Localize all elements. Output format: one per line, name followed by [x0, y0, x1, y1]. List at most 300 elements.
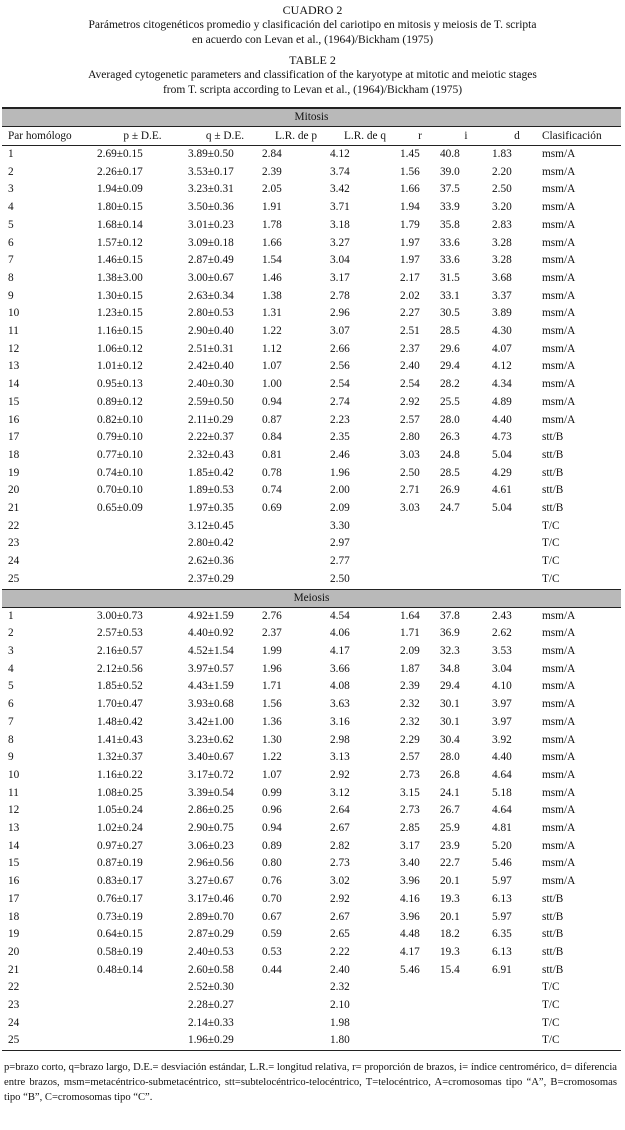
table-row — [2, 607, 621, 625]
table-cell: 2.09 — [400, 644, 420, 657]
table-cell: 2.50 — [330, 572, 350, 585]
table-cell: stt/B — [542, 892, 564, 905]
table-cell: 3.04 — [330, 254, 350, 267]
table-cell: 30.1 — [440, 715, 460, 728]
table-cell: 2.22±0.37 — [188, 431, 234, 444]
table-cell: 19 — [8, 928, 20, 941]
header-row — [2, 127, 621, 146]
table-cell: 1.45 — [400, 148, 420, 160]
table-cell: 2.77 — [330, 555, 350, 568]
table-cell: 1.36 — [262, 715, 282, 728]
table-cell: 3.96 — [400, 910, 420, 923]
table-cell: stt/B — [542, 963, 564, 976]
table-cell: msm/A — [542, 662, 576, 675]
table-cell: 1.31 — [262, 307, 282, 320]
table-cell: 36.9 — [440, 627, 460, 640]
table-cell: 4.08 — [330, 680, 350, 693]
table-row — [2, 181, 621, 199]
table-cell: 3.53 — [492, 644, 512, 657]
table-cell — [400, 535, 440, 553]
table-cell: 2.82 — [330, 839, 350, 852]
table-cell: 1.97±0.35 — [188, 502, 234, 515]
table-cell: 1.07 — [262, 360, 282, 373]
table-cell: 2.80 — [400, 431, 420, 444]
table-cell: 3.17±0.72 — [188, 768, 234, 781]
table-cell — [440, 535, 492, 553]
table-cell: 19.3 — [440, 945, 460, 958]
table-cell: 4.07 — [492, 342, 512, 355]
table-cell: 2.87±0.49 — [188, 254, 234, 267]
table-cell: 2.40 — [400, 360, 420, 373]
table-cell: 26.7 — [440, 804, 460, 817]
table-cell — [492, 997, 542, 1015]
table-cell: 7 — [8, 254, 14, 267]
table-row — [2, 270, 621, 288]
table-cell: 29.4 — [440, 360, 460, 373]
table-cell: 3.96 — [400, 875, 420, 888]
table-cell — [97, 553, 188, 571]
table-cell: 29.6 — [440, 342, 460, 355]
table-cell: 12 — [8, 342, 20, 355]
table-cell: 2.90±0.40 — [188, 325, 234, 338]
table-cell: 1.71 — [262, 680, 282, 693]
table-cell: 1.91 — [262, 201, 282, 214]
table-row — [2, 199, 621, 217]
table-row — [2, 235, 621, 253]
table-cell: 1.89±0.53 — [188, 484, 234, 497]
caption-es-label: CUADRO 2 — [282, 3, 343, 17]
table-cell: 3.07 — [330, 325, 350, 338]
table-cell: 2.43 — [492, 609, 512, 622]
table-cell: 4 — [8, 201, 14, 214]
table-row — [2, 891, 621, 909]
table-cell: 24 — [8, 555, 20, 568]
table-cell: 2.86±0.25 — [188, 804, 234, 817]
table-cell — [492, 979, 542, 997]
table-cell: stt/B — [542, 945, 564, 958]
table-cell: 2.17 — [400, 271, 420, 284]
table-cell: 2.59±0.50 — [188, 395, 234, 408]
column-header: d — [492, 127, 542, 146]
table-cell: 4.64 — [492, 804, 512, 817]
table-cell: 0.87 — [262, 413, 282, 426]
table-cell: 4.89 — [492, 395, 512, 408]
table-cell: 3.18 — [330, 218, 350, 231]
table-row — [2, 909, 621, 927]
table-cell: 15.4 — [440, 963, 460, 976]
table-cell: 2.26±0.17 — [97, 165, 143, 178]
caption-es-line2: en acuerdo con Levan et al., (1964)/Bickham (1975) — [191, 34, 434, 46]
table-cell — [400, 553, 440, 571]
table-cell: 3.17 — [330, 271, 350, 284]
table-cell: 37.8 — [440, 609, 460, 622]
table-cell: 8 — [8, 271, 14, 284]
table-cell: 11 — [8, 325, 19, 338]
table-cell: 1.80±0.15 — [97, 201, 143, 214]
table-cell: 6 — [8, 236, 14, 249]
table-cell: msm/A — [542, 768, 576, 781]
table-cell: msm/A — [542, 609, 576, 622]
table-cell: 2.32 — [330, 981, 350, 994]
table-cell: 5.18 — [492, 786, 512, 799]
table-cell: 1.56 — [400, 165, 420, 178]
table-row — [2, 979, 621, 997]
table-cell: 3.00±0.67 — [188, 271, 234, 284]
table-cell — [262, 571, 330, 589]
table-cell: 24.8 — [440, 448, 460, 461]
table-cell: 0.83±0.17 — [97, 875, 143, 888]
table-cell: 1.41±0.43 — [97, 733, 143, 746]
table-row — [2, 873, 621, 891]
table-cell: 2.57 — [400, 751, 420, 764]
table-cell: 1.56 — [262, 698, 282, 711]
table-cell: 16 — [8, 875, 20, 888]
table-cell: 23 — [8, 537, 20, 550]
table-cell: msm/A — [542, 271, 576, 284]
table-cell: 5.97 — [492, 875, 512, 888]
table-cell: 4.06 — [330, 627, 350, 640]
table-cell: 0.89 — [262, 839, 282, 852]
table-cell: 30.4 — [440, 733, 460, 746]
table-cell: T/C — [542, 999, 560, 1012]
table-cell: 3 — [8, 183, 14, 196]
table-cell: 2.65 — [330, 928, 350, 941]
table-row — [2, 732, 621, 750]
table-cell: 31.5 — [440, 271, 460, 284]
table-cell: 3.03 — [400, 448, 420, 461]
table-cell: 5.20 — [492, 839, 512, 852]
table-cell: 4.40 — [492, 751, 512, 764]
table-cell: 2.60±0.58 — [188, 963, 234, 976]
table-cell: 0.73±0.19 — [97, 910, 143, 923]
table-cell: 3.02 — [330, 875, 350, 888]
caption-en-line1: Averaged cytogenetic parameters and classification of the karyotype at mitotic and meiotic stages — [88, 69, 537, 81]
table-cell: 0.76 — [262, 875, 282, 888]
table-cell: 2.73 — [400, 804, 420, 817]
table-cell: msm/A — [542, 360, 576, 373]
table-cell: 2.63±0.34 — [188, 289, 234, 302]
table-cell: 1.78 — [262, 218, 282, 231]
table-cell: msm/A — [542, 165, 576, 178]
table-cell: 4.12 — [330, 148, 350, 160]
table-cell: 18 — [8, 448, 20, 461]
table-cell: 1.94±0.09 — [97, 183, 143, 196]
table-cell — [400, 1015, 440, 1033]
table-cell: 0.48±0.14 — [97, 963, 143, 976]
table-cell: 3.42±1.00 — [188, 715, 234, 728]
table-cell: msm/A — [542, 627, 576, 640]
table-cell: msm/A — [542, 218, 576, 231]
table-cell: 2.39 — [400, 680, 420, 693]
table-cell: 2.74 — [330, 395, 350, 408]
table-cell: 0.74±0.10 — [97, 466, 143, 479]
table-cell: 2.57 — [400, 413, 420, 426]
table-cell: 1 — [8, 148, 14, 160]
column-header: q ± D.E. — [188, 127, 262, 146]
table-cell: 2.37 — [400, 342, 420, 355]
table-cell — [97, 535, 188, 553]
table-cell: 28.5 — [440, 325, 460, 338]
table-cell: 2.10 — [330, 999, 350, 1012]
table-cell: 3.71 — [330, 201, 350, 214]
table-row — [2, 767, 621, 785]
table-cell: T/C — [542, 572, 560, 585]
table-cell: T/C — [542, 1034, 560, 1047]
table-cell: 5 — [8, 680, 14, 693]
table-row — [2, 838, 621, 856]
table-row — [2, 749, 621, 767]
table-cell: 4.52±1.54 — [188, 644, 234, 657]
table-cell: 2.50 — [400, 466, 420, 479]
table-cell: 4.40 — [492, 413, 512, 426]
table-row — [2, 518, 621, 536]
table-cell: 4.61 — [492, 484, 512, 497]
table-cell: 1.22 — [262, 751, 282, 764]
table-cell: 3.23±0.31 — [188, 183, 234, 196]
table-cell: 2.50 — [492, 183, 512, 196]
table-cell: 0.67 — [262, 910, 282, 923]
table-cell: 30.1 — [440, 698, 460, 711]
table-cell: 1.32±0.37 — [97, 751, 143, 764]
cytogenetic-table — [2, 107, 621, 1051]
table-cell: stt/B — [542, 448, 564, 461]
table-cell: 2.51 — [400, 325, 420, 338]
table-cell: 22 — [8, 519, 20, 532]
table-cell: 1.01±0.12 — [97, 360, 143, 373]
table-cell: 0.59 — [262, 928, 282, 941]
table-cell: 26.9 — [440, 484, 460, 497]
table-cell: 5 — [8, 218, 14, 231]
table-cell: 2 — [8, 165, 14, 178]
section-title: Meiosis — [2, 589, 621, 607]
table-row — [2, 1032, 621, 1050]
table-cell: 0.64±0.15 — [97, 928, 143, 941]
table-cell: 1.94 — [400, 201, 420, 214]
table-cell — [262, 1032, 330, 1050]
table-cell: 2.16±0.57 — [97, 644, 143, 657]
table-cell: 2.89±0.70 — [188, 910, 234, 923]
table-cell: 25.5 — [440, 395, 460, 408]
table-cell: 0.81 — [262, 448, 282, 461]
table-cell: 3.00±0.73 — [97, 609, 143, 622]
table-cell: 2.92 — [330, 892, 350, 905]
table-cell — [440, 979, 492, 997]
table-cell: msm/A — [542, 236, 576, 249]
table-cell: 1.12 — [262, 342, 282, 355]
table-cell — [440, 1015, 492, 1033]
table-row — [2, 252, 621, 270]
table-cell: 2.14±0.33 — [188, 1016, 234, 1029]
table-cell — [262, 553, 330, 571]
table-cell: 0.94 — [262, 822, 282, 835]
table-cell: msm/A — [542, 342, 576, 355]
table-cell: 10 — [8, 768, 20, 781]
table-cell: 1.87 — [400, 662, 420, 675]
table-cell: 29.4 — [440, 680, 460, 693]
table-cell — [492, 553, 542, 571]
table-cell: 6.91 — [492, 963, 512, 976]
table-cell: 13 — [8, 822, 20, 835]
table-cell: 4.92±1.59 — [188, 609, 234, 622]
table-cell: 23 — [8, 999, 20, 1012]
table-cell: 0.84 — [262, 431, 282, 444]
table-row — [2, 341, 621, 359]
caption-es-line1: Parámetros citogenéticos promedio y clasificación del cariotipo en mitosis y meiosis de T. scripta — [88, 19, 537, 31]
table-cell: 1.64 — [400, 609, 420, 622]
table-cell: 9 — [8, 751, 14, 764]
table-cell — [400, 979, 440, 997]
table-cell: 2.97 — [330, 537, 350, 550]
table-cell: 20 — [8, 945, 20, 958]
table-cell: 0.77±0.10 — [97, 448, 143, 461]
table-cell: 32.3 — [440, 644, 460, 657]
table-cell: T/C — [542, 555, 560, 568]
table-cell: 2.83 — [492, 218, 512, 231]
table-cell: 2.78 — [330, 289, 350, 302]
table-row — [2, 785, 621, 803]
table-cell: 0.95±0.13 — [97, 378, 143, 391]
table-cell: 2.32 — [400, 698, 420, 711]
caption-en-line2: from T. scripta according to Levan et al., (1964)/Bickham (1975) — [162, 84, 463, 96]
table-cell: 3.30 — [330, 519, 350, 532]
table-cell: 7 — [8, 715, 14, 728]
column-header: p ± D.E. — [97, 127, 188, 146]
table-cell: 3.23±0.62 — [188, 733, 234, 746]
table-cell: 2.40 — [330, 963, 350, 976]
table-cell: 3.66 — [330, 662, 350, 675]
table-cell: 20.1 — [440, 875, 460, 888]
table-cell: 2.54 — [330, 378, 350, 391]
table-cell: 2.20 — [492, 165, 512, 178]
table-cell: 2.76 — [262, 609, 282, 622]
table-cell: 2.42±0.40 — [188, 360, 234, 373]
table-cell — [400, 997, 440, 1015]
table-cell: 2.66 — [330, 342, 350, 355]
table-cell: 1.96 — [330, 466, 350, 479]
column-header: L.R. de p — [262, 127, 330, 146]
table-cell: 2.56 — [330, 360, 350, 373]
table-cell: 1.68±0.14 — [97, 218, 143, 231]
table-cell: msm/A — [542, 786, 576, 799]
caption-en-label: TABLE 2 — [289, 53, 336, 67]
table-cell: 2.40±0.53 — [188, 945, 234, 958]
table-cell — [492, 518, 542, 536]
table-cell: 2.00 — [330, 484, 350, 497]
table-cell: msm/A — [542, 413, 576, 426]
table-cell: 1.85±0.42 — [188, 466, 234, 479]
table-cell: 5.46 — [400, 963, 420, 976]
table-cell: msm/A — [542, 875, 576, 888]
table-cell: msm/A — [542, 395, 576, 408]
table-cell: 28.5 — [440, 466, 460, 479]
table-cell: 0.65±0.09 — [97, 502, 143, 515]
table-cell: 4.34 — [492, 378, 512, 391]
table-cell: 9 — [8, 289, 14, 302]
table-cell: 15 — [8, 395, 20, 408]
table-cell — [400, 1032, 440, 1050]
table-cell: stt/B — [542, 431, 564, 444]
table-cell: 1.38±3.00 — [97, 271, 143, 284]
table-row — [2, 962, 621, 980]
table-cell: 1.97 — [400, 254, 420, 267]
table-cell: 1.57±0.12 — [97, 236, 143, 249]
table-cell: 2.96 — [330, 307, 350, 320]
table-cell — [400, 571, 440, 589]
table-row — [2, 571, 621, 589]
section-title: Mitosis — [2, 109, 621, 127]
table-cell: 1.07 — [262, 768, 282, 781]
table-cell: 1.96±0.29 — [188, 1034, 234, 1047]
table-cell: 3.92 — [492, 733, 512, 746]
table-cell: 1.05±0.24 — [97, 804, 143, 817]
table-cell: 3.37 — [492, 289, 512, 302]
table-cell: 3.27±0.67 — [188, 875, 234, 888]
table-cell — [492, 1032, 542, 1050]
table-row — [2, 305, 621, 323]
table-cell: 3.97 — [492, 698, 512, 711]
table-cell: 0.94 — [262, 395, 282, 408]
table-cell: msm/A — [542, 751, 576, 764]
table-cell: 1.79 — [400, 218, 420, 231]
table-row — [2, 500, 621, 518]
table-cell: 2.32±0.43 — [188, 448, 234, 461]
table-cell: 11 — [8, 786, 19, 799]
table-cell: 4.48 — [400, 928, 420, 941]
table-captions — [0, 0, 625, 98]
table-cell: 3.16 — [330, 715, 350, 728]
table-cell: 1.96 — [262, 662, 282, 675]
table-cell: 40.8 — [440, 148, 460, 160]
table-cell: stt/B — [542, 484, 564, 497]
table-cell: 33.1 — [440, 289, 460, 302]
table-cell: 1.38 — [262, 289, 282, 302]
table-cell: 2.62 — [492, 627, 512, 640]
table-row — [2, 714, 621, 732]
table-cell: 3.50±0.36 — [188, 201, 234, 214]
table-cell: 1.97 — [400, 236, 420, 249]
table-row — [2, 288, 621, 306]
table-cell: msm/A — [542, 857, 576, 870]
table-cell: 26.8 — [440, 768, 460, 781]
table-cell: msm/A — [542, 715, 576, 728]
table-cell — [440, 518, 492, 536]
table-cell: 0.97±0.27 — [97, 839, 143, 852]
table-cell: 2.46 — [330, 448, 350, 461]
table-cell: T/C — [542, 519, 560, 532]
table-cell: 19 — [8, 466, 20, 479]
table-cell: 2.28±0.27 — [188, 999, 234, 1012]
table-cell: 1.30 — [262, 733, 282, 746]
table-cell: 3.17 — [400, 839, 420, 852]
table-row — [2, 553, 621, 571]
table-cell: 1.22 — [262, 325, 282, 338]
table-cell: 3.04 — [492, 662, 512, 675]
table-cell: 22.7 — [440, 857, 460, 870]
table-cell: 3.68 — [492, 271, 512, 284]
table-cell: 2.98 — [330, 733, 350, 746]
table-cell: 1.66 — [400, 183, 420, 196]
caption-english — [0, 48, 625, 98]
table-cell: msm/A — [542, 378, 576, 391]
table-row — [2, 625, 621, 643]
table-cell: 1.23±0.15 — [97, 307, 143, 320]
table-cell: T/C — [542, 1016, 560, 1029]
table-cell: 2.96±0.56 — [188, 857, 234, 870]
table-cell: 3.28 — [492, 236, 512, 249]
table-cell: 2.80±0.42 — [188, 537, 234, 550]
table-cell: 3.12 — [330, 786, 350, 799]
table-cell: 20.1 — [440, 910, 460, 923]
